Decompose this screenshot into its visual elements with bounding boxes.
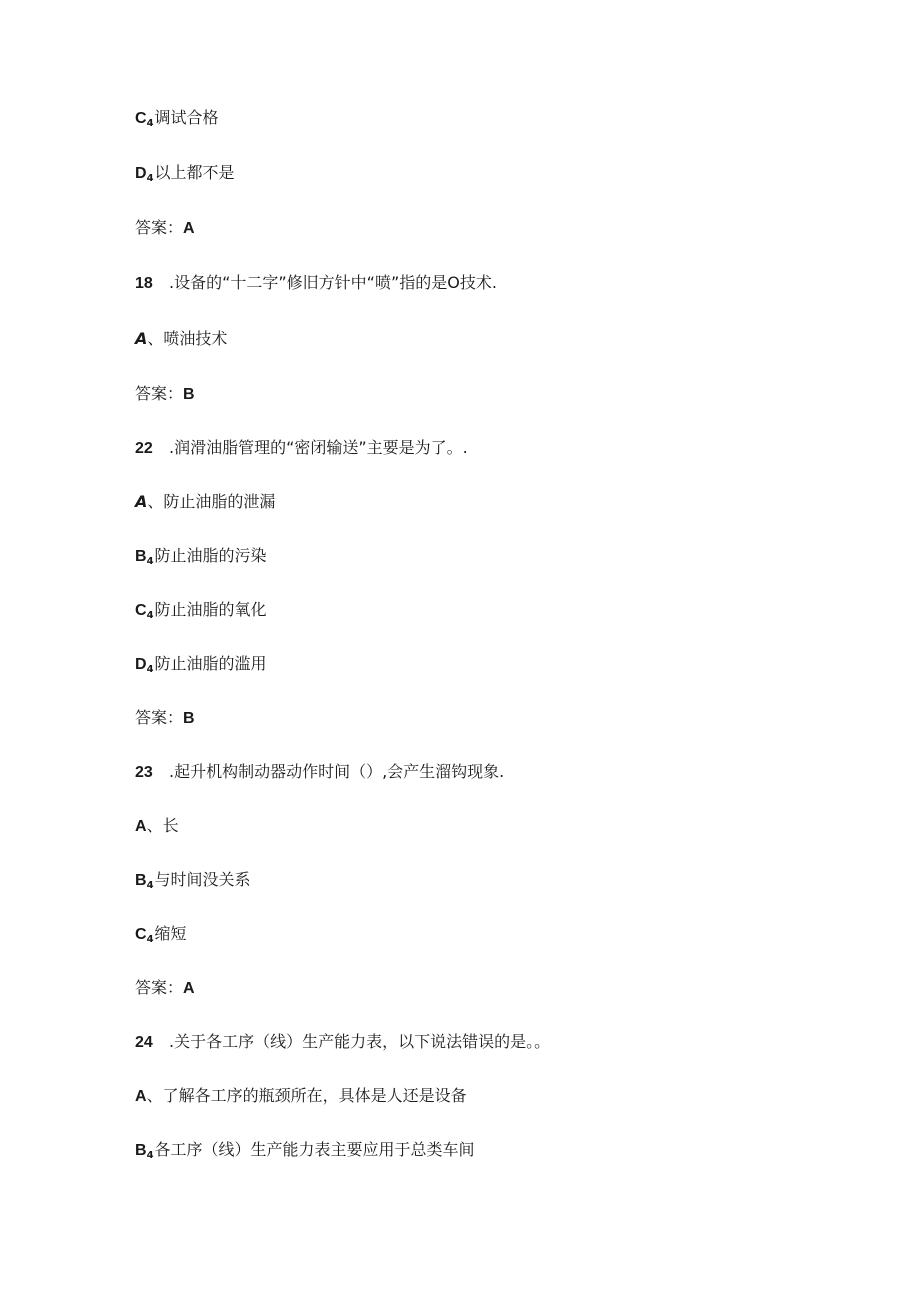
option-subscript: 4: [146, 1150, 154, 1161]
question-text: .设备的“十二字”修旧方针中“喷”指的是O技术.: [169, 273, 497, 292]
option-text: 长: [162, 816, 179, 835]
option-separator: 、: [146, 816, 163, 835]
option-text: 与时间没关系: [154, 870, 251, 889]
answer-value: B: [183, 710, 195, 727]
question-text: .关于各工序（线）生产能力表，以下说法错误的是。。: [169, 1032, 551, 1051]
option-letter: D: [135, 656, 147, 673]
option-text: 以上都不是: [154, 163, 235, 182]
answer-label: 答案：: [135, 978, 184, 997]
option-text: 了解各工序的瓶颈所在，具体是人还是设备: [162, 1086, 467, 1105]
option-letter: A: [135, 1088, 147, 1105]
question-text: .润滑油脂管理的“密闭输送”主要是为了。.: [169, 438, 468, 457]
option-subscript: 4: [146, 610, 154, 621]
answer-label: 答案：: [135, 384, 184, 403]
option-a: [135, 1085, 467, 1108]
option-a: [135, 491, 275, 513]
option-text: 防止油脂的氧化: [154, 600, 267, 619]
question-number: 22: [135, 440, 153, 457]
option-letter: D: [135, 165, 147, 182]
question-number: 18: [135, 275, 153, 292]
answer-value: A: [183, 220, 195, 237]
option-letter: A: [135, 329, 148, 348]
answer-value: A: [183, 980, 195, 997]
option-a: [135, 815, 179, 838]
option-letter: B: [135, 548, 147, 565]
answer-value: B: [183, 386, 195, 403]
question-23: [135, 761, 504, 784]
answer-line: [135, 707, 195, 730]
option-separator: 、: [147, 492, 164, 511]
option-text: 缩短: [154, 924, 187, 943]
option-text: 喷油技术: [163, 329, 228, 348]
question-18: [135, 272, 497, 295]
option-subscript: 4: [146, 173, 154, 184]
option-subscript: 4: [146, 934, 154, 945]
option-letter: B: [135, 1142, 147, 1159]
answer-line: [135, 977, 195, 1000]
option-text: 防止油脂的滥用: [154, 654, 267, 673]
answer-label: 答案：: [135, 218, 184, 237]
option-subscript: 4: [146, 118, 154, 129]
option-d: [135, 653, 267, 681]
option-letter: C: [135, 926, 147, 943]
option-subscript: 4: [146, 880, 154, 891]
option-separator: 、: [146, 1086, 163, 1105]
question-number: 24: [135, 1034, 153, 1051]
option-a: [135, 328, 227, 350]
question-number: 23: [135, 764, 153, 781]
option-text: 各工序（线）生产能力表主要应用于总类车间: [154, 1140, 475, 1159]
option-d: [135, 162, 235, 190]
answer-line: [135, 217, 195, 240]
question-text: .起升机构制动器动作时间（）,会产生溜钩现象.: [169, 762, 505, 781]
question-22: [135, 437, 468, 460]
option-c: [135, 923, 187, 951]
option-subscript: 4: [146, 664, 154, 675]
option-letter: A: [135, 492, 148, 511]
option-text: 防止油脂的泄漏: [163, 492, 276, 511]
option-b: [135, 1139, 475, 1167]
option-b: [135, 545, 267, 573]
option-subscript: 4: [146, 556, 154, 567]
option-c: [135, 599, 267, 627]
option-letter: B: [135, 872, 147, 889]
question-24: [135, 1031, 550, 1054]
option-text: 调试合格: [154, 108, 219, 127]
option-letter: C: [135, 110, 147, 127]
option-separator: 、: [147, 329, 164, 348]
option-text: 防止油脂的污染: [154, 546, 267, 565]
option-letter: A: [135, 818, 147, 835]
answer-label: 答案：: [135, 708, 184, 727]
option-c: [135, 107, 219, 135]
option-b: [135, 869, 251, 897]
answer-line: [135, 383, 195, 406]
option-letter: C: [135, 602, 147, 619]
